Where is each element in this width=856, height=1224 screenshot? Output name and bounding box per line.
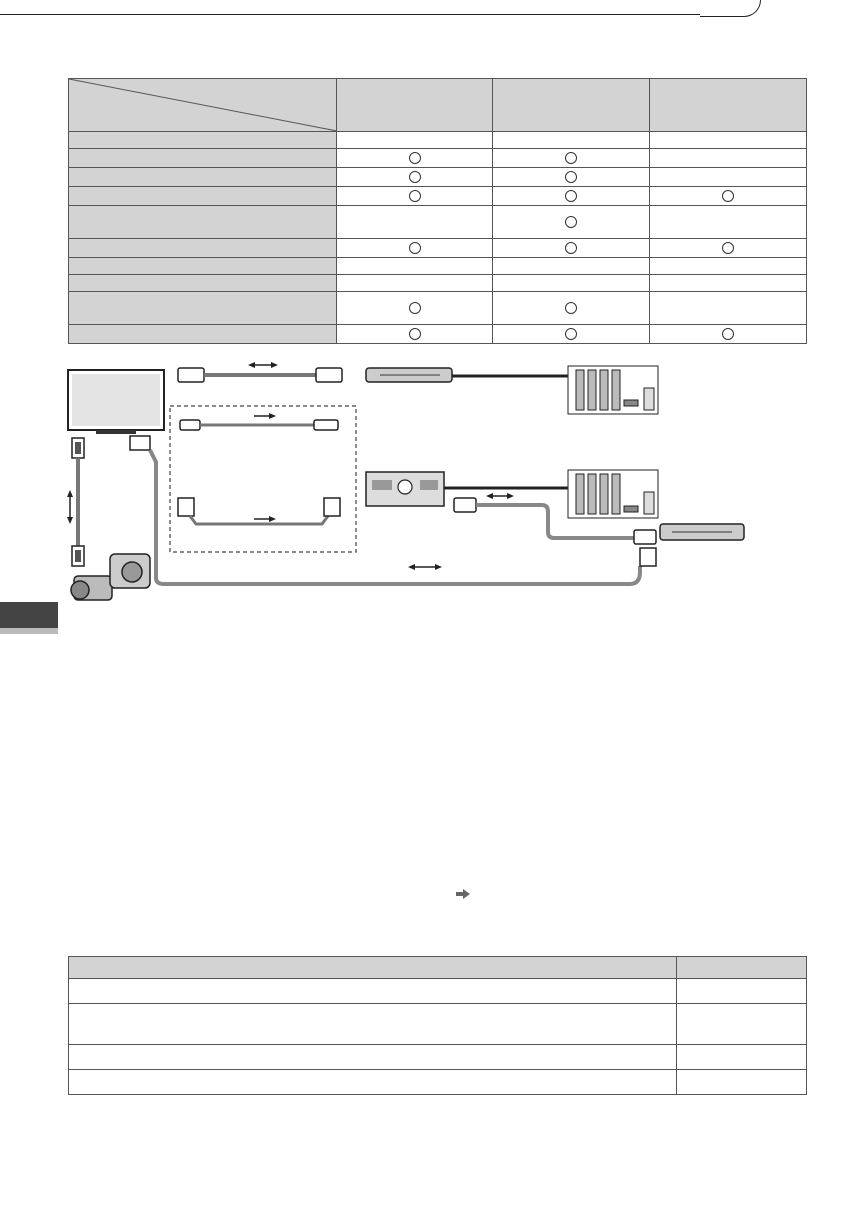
- table-row: [69, 239, 807, 258]
- diagonal-divider: [69, 79, 337, 131]
- table-cell: [493, 239, 650, 258]
- supported-mark-icon: [409, 302, 421, 314]
- supported-mark-icon: [565, 152, 577, 164]
- table-row: [69, 168, 807, 187]
- double-arrow-icon: [67, 490, 73, 524]
- speaker-system-icon: [568, 470, 658, 518]
- top-border-line: [0, 14, 700, 15]
- speaker-system-icon: [568, 366, 658, 414]
- table-cell: [493, 149, 650, 168]
- table-cell: [650, 258, 807, 275]
- table-cell: [650, 149, 807, 168]
- table-cell: [337, 187, 493, 206]
- feature-summary-table: [68, 956, 807, 1095]
- summary-feature-cell: [69, 1070, 677, 1095]
- supported-mark-icon: [722, 242, 734, 254]
- table-cell: [337, 132, 493, 149]
- table-header-row: [69, 79, 807, 132]
- table-cell: [650, 206, 807, 239]
- table-cell: [650, 325, 807, 344]
- summary-table-row: [69, 1004, 807, 1045]
- table-cell: [337, 292, 493, 325]
- column-header-2: [493, 79, 650, 132]
- tv-icon: [68, 370, 164, 434]
- table-cell: [650, 292, 807, 325]
- supported-mark-icon: [409, 328, 421, 340]
- table-cell: [650, 168, 807, 187]
- table-cell: [650, 275, 807, 292]
- hdmi-cable-icon: [178, 368, 342, 382]
- table-row: [69, 132, 807, 149]
- supported-mark-icon: [409, 242, 421, 254]
- row-label-cell: [69, 168, 337, 187]
- table-cell: [493, 275, 650, 292]
- column-header-1: [337, 79, 493, 132]
- table-cell: [337, 275, 493, 292]
- table-row: [69, 149, 807, 168]
- summary-value-cell: [677, 979, 807, 1004]
- connection-feature-table: [68, 78, 807, 344]
- summary-table-row: [69, 979, 807, 1004]
- table-cell: [337, 206, 493, 239]
- recorder-icon: [660, 524, 744, 540]
- summary-value-cell: [677, 1045, 807, 1070]
- av-amplifier-icon: [366, 472, 444, 506]
- connection-diagram: [60, 352, 760, 602]
- table-cell: [493, 258, 650, 275]
- table-cell: [493, 132, 650, 149]
- scart-cable-icon: [150, 450, 640, 584]
- summary-table-row: [69, 1070, 807, 1095]
- table-cell: [493, 206, 650, 239]
- supported-mark-icon: [565, 242, 577, 254]
- supported-mark-icon: [565, 302, 577, 314]
- table-cell: [493, 292, 650, 325]
- scart-connector-icon: [640, 548, 656, 566]
- table-corner-cell: [69, 79, 337, 132]
- top-border-curve: [700, 0, 761, 17]
- row-label-cell: [69, 206, 337, 239]
- table-row: [69, 258, 807, 275]
- supported-mark-icon: [409, 171, 421, 183]
- table-row: [69, 275, 807, 292]
- summary-feature-cell: [69, 1045, 677, 1070]
- supported-mark-icon: [565, 171, 577, 183]
- dvd-player-icon: [366, 368, 452, 382]
- table-cell: [493, 168, 650, 187]
- summary-header-right: [677, 957, 807, 979]
- summary-header-left: [69, 957, 677, 979]
- table-cell: [337, 239, 493, 258]
- row-label-cell: [69, 325, 337, 344]
- table-row: [69, 292, 807, 325]
- double-arrow-icon: [408, 564, 442, 570]
- table-body: [69, 132, 807, 344]
- table-cell: [337, 149, 493, 168]
- supported-mark-icon: [565, 328, 577, 340]
- single-arrow-icon: [254, 516, 276, 522]
- summary-feature-cell: [69, 1004, 677, 1045]
- column-header-3: [650, 79, 807, 132]
- table-cell: [650, 187, 807, 206]
- supported-mark-icon: [722, 328, 734, 340]
- section-tab-shadow: [0, 628, 58, 634]
- supported-mark-icon: [565, 190, 577, 202]
- supported-mark-icon: [722, 190, 734, 202]
- row-label-cell: [69, 258, 337, 275]
- page-reference-arrow-icon: [456, 889, 470, 899]
- table-cell: [337, 168, 493, 187]
- camcorder-icon: [71, 576, 112, 600]
- double-arrow-icon: [248, 362, 278, 368]
- row-label-cell: [69, 132, 337, 149]
- hdmi-connector-icon: [72, 546, 84, 566]
- table-cell: [337, 258, 493, 275]
- optical-cable-icon: [180, 420, 338, 430]
- table-row: [69, 187, 807, 206]
- summary-table-body: [69, 957, 807, 1095]
- table-cell: [493, 325, 650, 344]
- row-label-cell: [69, 239, 337, 258]
- double-arrow-icon: [486, 493, 514, 499]
- row-label-cell: [69, 275, 337, 292]
- table-row: [69, 206, 807, 239]
- single-arrow-icon: [254, 413, 276, 419]
- camera-icon: [110, 554, 150, 588]
- summary-value-cell: [677, 1004, 807, 1045]
- supported-mark-icon: [409, 190, 421, 202]
- summary-feature-cell: [69, 979, 677, 1004]
- supported-mark-icon: [409, 152, 421, 164]
- row-label-cell: [69, 187, 337, 206]
- row-label-cell: [69, 292, 337, 325]
- section-tab: [0, 602, 58, 628]
- table-row: [69, 325, 807, 344]
- hdmi-connector-icon: [72, 438, 84, 458]
- table-cell: [650, 239, 807, 258]
- summary-header-row: [69, 957, 807, 979]
- table-cell: [650, 132, 807, 149]
- summary-value-cell: [677, 1070, 807, 1095]
- table-cell: [493, 187, 650, 206]
- row-label-cell: [69, 149, 337, 168]
- supported-mark-icon: [565, 216, 577, 228]
- table-cell: [337, 325, 493, 344]
- summary-table-row: [69, 1045, 807, 1070]
- scart-connector-icon: [130, 436, 150, 450]
- scart-cable-icon: [178, 498, 340, 524]
